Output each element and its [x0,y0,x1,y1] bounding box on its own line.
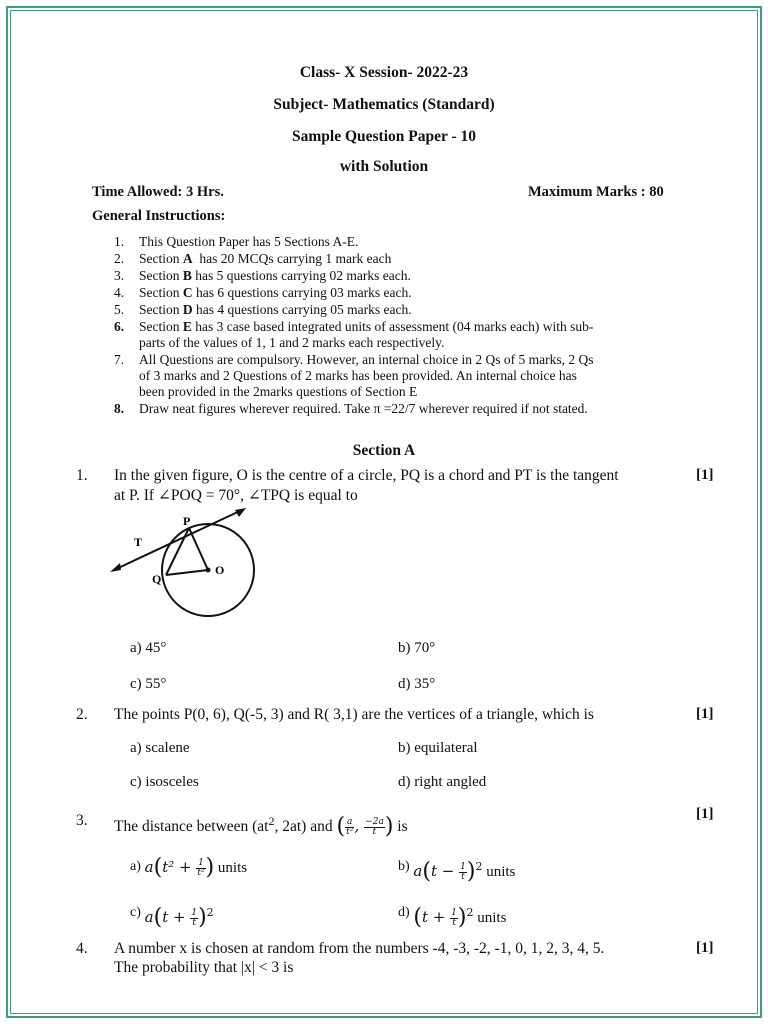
option-a[interactable]: a) a(t² + $\frac{1}{\text{t²}}$ ) units [130,855,248,880]
instruction-continuation: of 3 marks and 2 Questions of 2 marks has been provided. An internal choice has [139,368,577,383]
class-session-heading: Class- X Session- 2022-23 [299,64,469,81]
radius-oq [166,570,208,575]
time-allowed: Time Allowed: 3 Hrs. [92,184,224,200]
instruction-continuation: parts of the values of 1, 1 and 2 marks each respectively. [139,335,445,350]
option-c[interactable]: c) 55° [130,676,167,692]
radius-op [189,528,208,570]
solution-heading: with Solution [339,158,429,175]
question-number: 1. [76,467,88,484]
maximum-marks: Maximum Marks : 80 [528,184,664,200]
subject-heading: Subject- Mathematics (Standard) [273,96,495,113]
option-c[interactable]: c) isosceles [130,774,199,790]
question-text: In the given figure, O is the centre of a circle, PQ is a chord and PT is the tangent [114,467,619,484]
question-text: The distance between ($at^2$, 2at) and ( $\frac{a}{\text{t²}}$ , $\frac{-2a}{t}$ ) is [114,814,408,840]
instruction-item: 2. Section A has 20 MCQs carrying 1 mark each [114,251,392,266]
circle-tangent-figure [108,500,258,620]
option-d[interactable]: d) right angled [398,774,487,790]
marks-label: [1] [696,467,714,483]
option-b[interactable]: b) a(t − $\frac{1}{t}$ )$^2$ units [398,859,516,884]
marks-label: [1] [696,706,714,722]
option-a[interactable]: a) scalene [130,740,190,756]
question-text: A number x is chosen at random from the numbers -4, -3, -2, -1, 0, 1, 2, 3, 4, 5. [114,940,605,957]
option-d[interactable]: d) (t + $\frac{1}{t}$ )$^2$ units [398,905,507,930]
option-c[interactable]: c) a(t + $\frac{1}{t}$ )$^2$ [130,905,214,930]
question-text: The points P(0, 6), Q(-5, 3) and R( 3,1) are the vertices of a triangle, which is [114,706,594,723]
label-t: T [134,535,143,549]
instruction-item: 1. This Question Paper has 5 Sections A-E. [114,234,359,249]
question-number: 4. [76,940,88,957]
option-b[interactable]: b) equilateral [398,740,478,756]
tangent-arrow-right [235,508,246,517]
label-q: Q [152,572,162,586]
instruction-item: 5. Section D has 4 questions carrying 05 marks each. [114,302,412,317]
question-number: 2. [76,706,88,723]
general-instructions-title: General Instructions: [92,208,226,224]
instruction-item: 8. Draw neat figures wherever required. Take π =22/7 wherever required if not stated. [114,401,588,416]
math-point-expression: ( $\frac{a}{\text{t²}}$ , $\frac{-2a}{t}$ ) [336,814,394,840]
question-text: at P. If ∠POQ = 70°, ∠TPQ is equal to [114,487,358,504]
instruction-item: 3. Section B has 5 questions carrying 02 marks each. [114,268,411,283]
centre-dot [206,568,211,573]
option-d[interactable]: d) 35° [398,676,436,692]
label-p: P [183,514,191,528]
label-o: O [215,563,225,577]
instruction-item: 7. All Questions are compulsory. However, an internal choice in 2 Qs of 5 marks, 2 Qs [114,352,594,367]
question-text: The probability that |x| < 3 is [114,959,294,976]
marks-label: [1] [696,940,714,956]
instruction-item: 6. Section E has 3 case based integrated units of assessment (04 marks each) with sub- [114,319,594,334]
instruction-item: 4. Section C has 6 questions carrying 03 marks each. [114,285,412,300]
marks-label: [1] [696,806,714,822]
tangent-arrow-left [110,563,121,572]
option-a[interactable]: a) 45° [130,640,167,656]
question-number: 3. [76,812,88,829]
paper-title: Sample Question Paper - 10 [292,128,476,145]
option-b[interactable]: b) 70° [398,640,436,656]
instruction-continuation: been provided in the 2marks questions of Section E [139,384,418,399]
section-a-title: Section A [352,442,416,459]
